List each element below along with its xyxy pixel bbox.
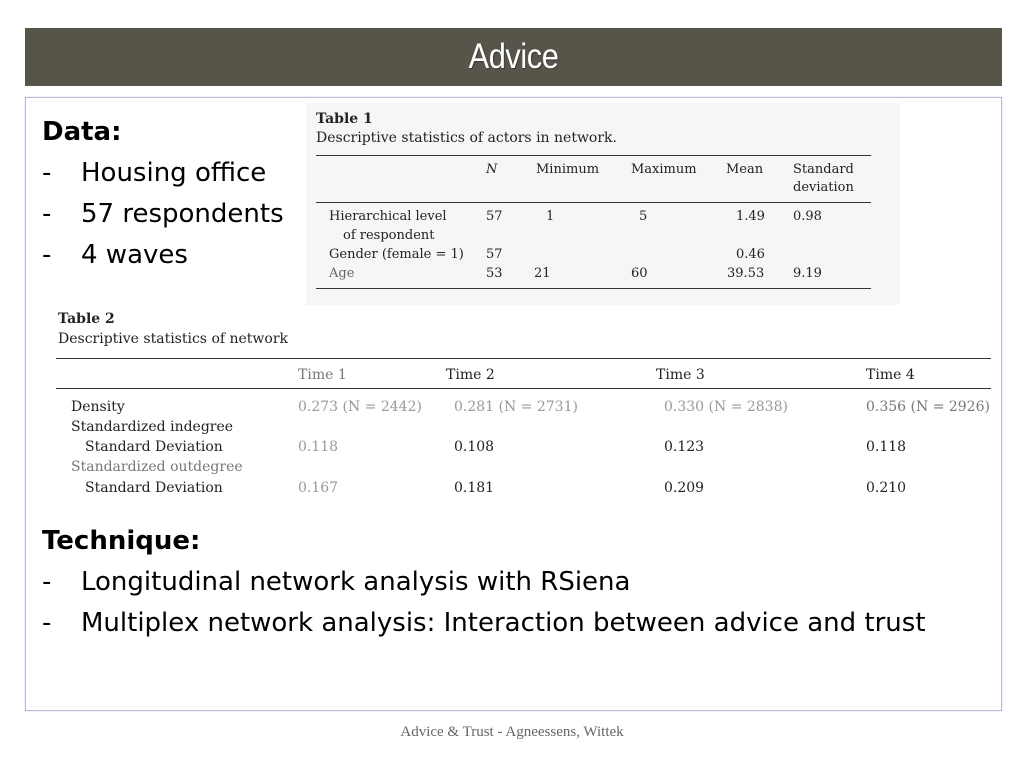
table-cell: 0.123 xyxy=(664,439,705,455)
table-2-title: Table 2 xyxy=(58,311,115,327)
column-header: Time 2 xyxy=(446,367,495,383)
table-cell: 60 xyxy=(631,266,648,281)
row-label: Standardized outdegree xyxy=(71,459,243,475)
data-item: - Housing office xyxy=(42,158,267,188)
column-header: deviation xyxy=(793,180,854,195)
data-item: - 4 waves xyxy=(42,240,188,270)
table-cell: 0.330 (N = 2838) xyxy=(664,399,788,415)
table-2-subtitle: Descriptive statistics of network xyxy=(58,331,289,347)
row-label: Standard Deviation xyxy=(85,439,223,455)
row-label: Density xyxy=(71,399,125,415)
row-label: of respondent xyxy=(343,228,435,243)
column-header: Time 3 xyxy=(656,367,705,383)
column-header: Mean xyxy=(726,162,764,177)
table-cell: 0.181 xyxy=(454,480,495,496)
row-label: Gender (female = 1) xyxy=(329,247,464,262)
table-2 xyxy=(56,308,996,508)
table-cell: 39.53 xyxy=(727,266,765,281)
table-cell: 9.19 xyxy=(793,266,822,281)
row-label: Age xyxy=(329,266,355,281)
table-cell: 0.98 xyxy=(793,209,822,224)
slide-footer: Advice & Trust - Agneessens, Wittek xyxy=(400,724,624,740)
column-header: N xyxy=(486,162,498,177)
table-cell: 0.281 (N = 2731) xyxy=(454,399,578,415)
table-cell: 5 xyxy=(639,209,648,224)
table-1-subtitle: Descriptive statistics of actors in network. xyxy=(316,130,617,146)
table-cell: 0.273 (N = 2442) xyxy=(298,399,422,415)
table-1 xyxy=(306,103,900,305)
technique-item: - Longitudinal network analysis with RSiena xyxy=(42,567,631,597)
column-header: Maximum xyxy=(631,162,697,177)
row-label: Hierarchical level xyxy=(329,209,447,224)
content-panel xyxy=(25,97,1002,711)
data-heading: Data: xyxy=(42,117,122,147)
data-section xyxy=(42,112,284,276)
table-cell: 0.118 xyxy=(866,439,907,455)
technique-section xyxy=(42,521,926,644)
table-cell: 21 xyxy=(534,266,551,281)
table-cell: 1 xyxy=(546,209,555,224)
table-cell: 1.49 xyxy=(736,209,765,224)
column-header: Time 4 xyxy=(866,367,915,383)
table-1-title: Table 1 xyxy=(316,111,373,127)
table-cell: 0.108 xyxy=(454,439,495,455)
table-cell: 0.118 xyxy=(298,439,339,455)
table-cell: 0.46 xyxy=(736,247,765,262)
table-cell: 53 xyxy=(486,266,503,281)
slide-title: Advice xyxy=(468,37,559,76)
column-header: Minimum xyxy=(536,162,600,177)
table-cell: 0.210 xyxy=(866,480,907,496)
table-cell: 57 xyxy=(486,247,503,262)
data-item: - 57 respondents xyxy=(42,199,284,229)
technique-item: - Multiplex network analysis: Interaction between advice and trust xyxy=(42,608,926,638)
row-label: Standardized indegree xyxy=(71,419,234,435)
table-cell: 0.167 xyxy=(298,480,339,496)
row-label: Standard Deviation xyxy=(85,480,223,496)
table-cell: 0.209 xyxy=(664,480,705,496)
column-header: Standard xyxy=(793,162,854,177)
title-bar xyxy=(25,28,1002,86)
column-header: Time 1 xyxy=(298,367,347,383)
table-cell: 57 xyxy=(486,209,503,224)
table-cell: 0.356 (N = 2926) xyxy=(866,399,990,415)
technique-heading: Technique: xyxy=(42,526,201,556)
